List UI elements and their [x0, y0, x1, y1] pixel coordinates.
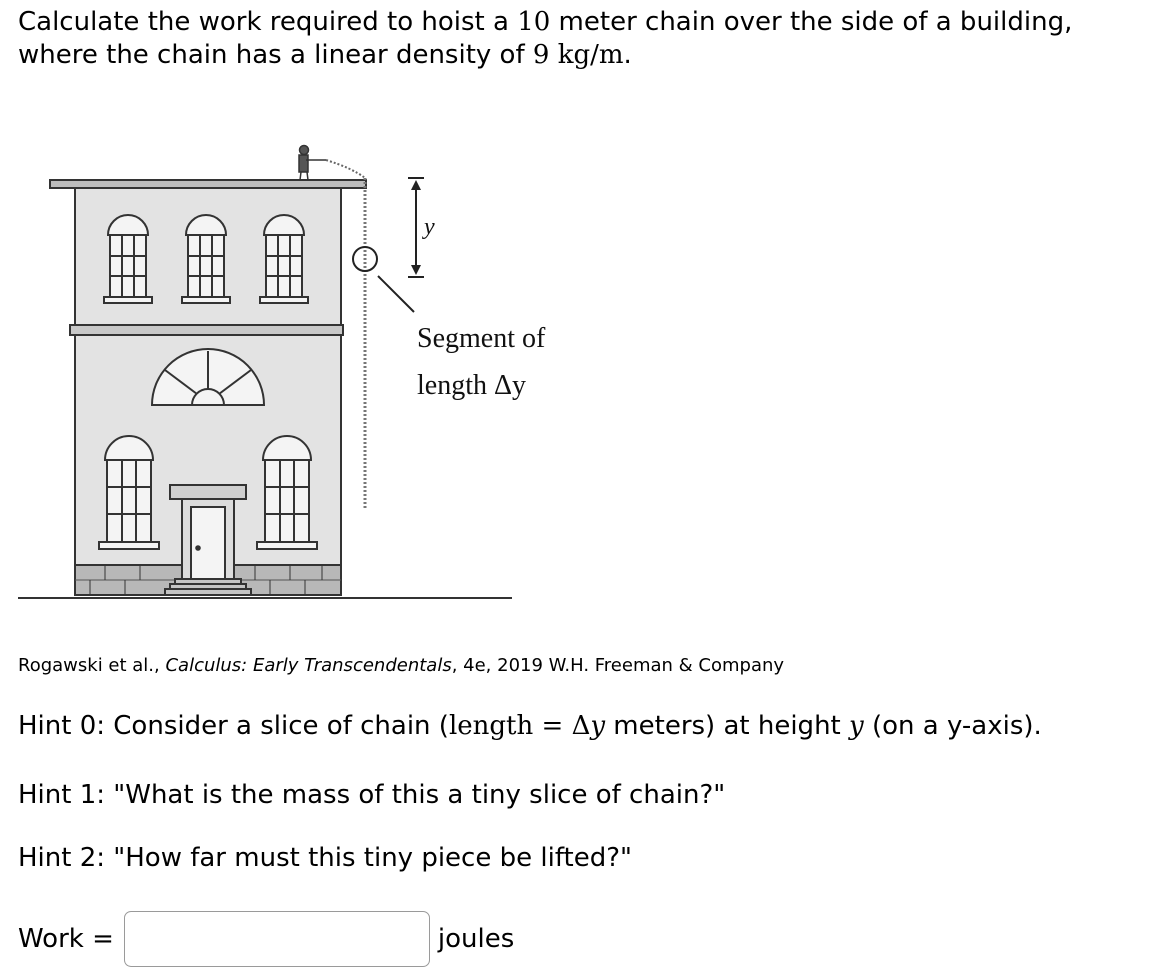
hint-0: Hint 0: Consider a slice of chain (length = Δy meters) at height y (on a y-axis). — [18, 711, 1042, 741]
hint-2: Hint 2: "How far must this tiny piece be lifted?" — [18, 843, 632, 873]
problem-statement: Calculate the work required to hoist a 10 meter chain over the side of a building, where the chain has a linear density of 9 kg/m. — [18, 7, 1073, 70]
chain-length-value: 10 — [517, 7, 551, 37]
building-chain-figure — [0, 130, 600, 610]
segment-label-line1: Segment of — [417, 323, 546, 354]
unit-label: joules — [437, 924, 515, 954]
segment-pointer-line — [378, 276, 414, 312]
citation: Rogawski et al., Calculus: Early Transcendentals, 4e, 2019 W.H. Freeman & Company — [18, 655, 785, 676]
chain-over-roof — [326, 160, 365, 178]
density-value: 9 — [532, 40, 550, 70]
density-unit: kg/m — [557, 40, 624, 70]
person-on-roof — [299, 146, 326, 181]
segment-label-line2: length Δy — [417, 370, 526, 401]
hint-1: Hint 1: "What is the mass of this a tiny slice of chain?" — [18, 780, 726, 810]
work-label: Work = — [18, 924, 114, 954]
y-label: y — [424, 214, 435, 240]
answer-row — [18, 910, 514, 968]
upper-windows — [104, 215, 308, 303]
work-answer-input[interactable] — [124, 911, 430, 967]
y-dimension-arrow — [408, 178, 424, 277]
